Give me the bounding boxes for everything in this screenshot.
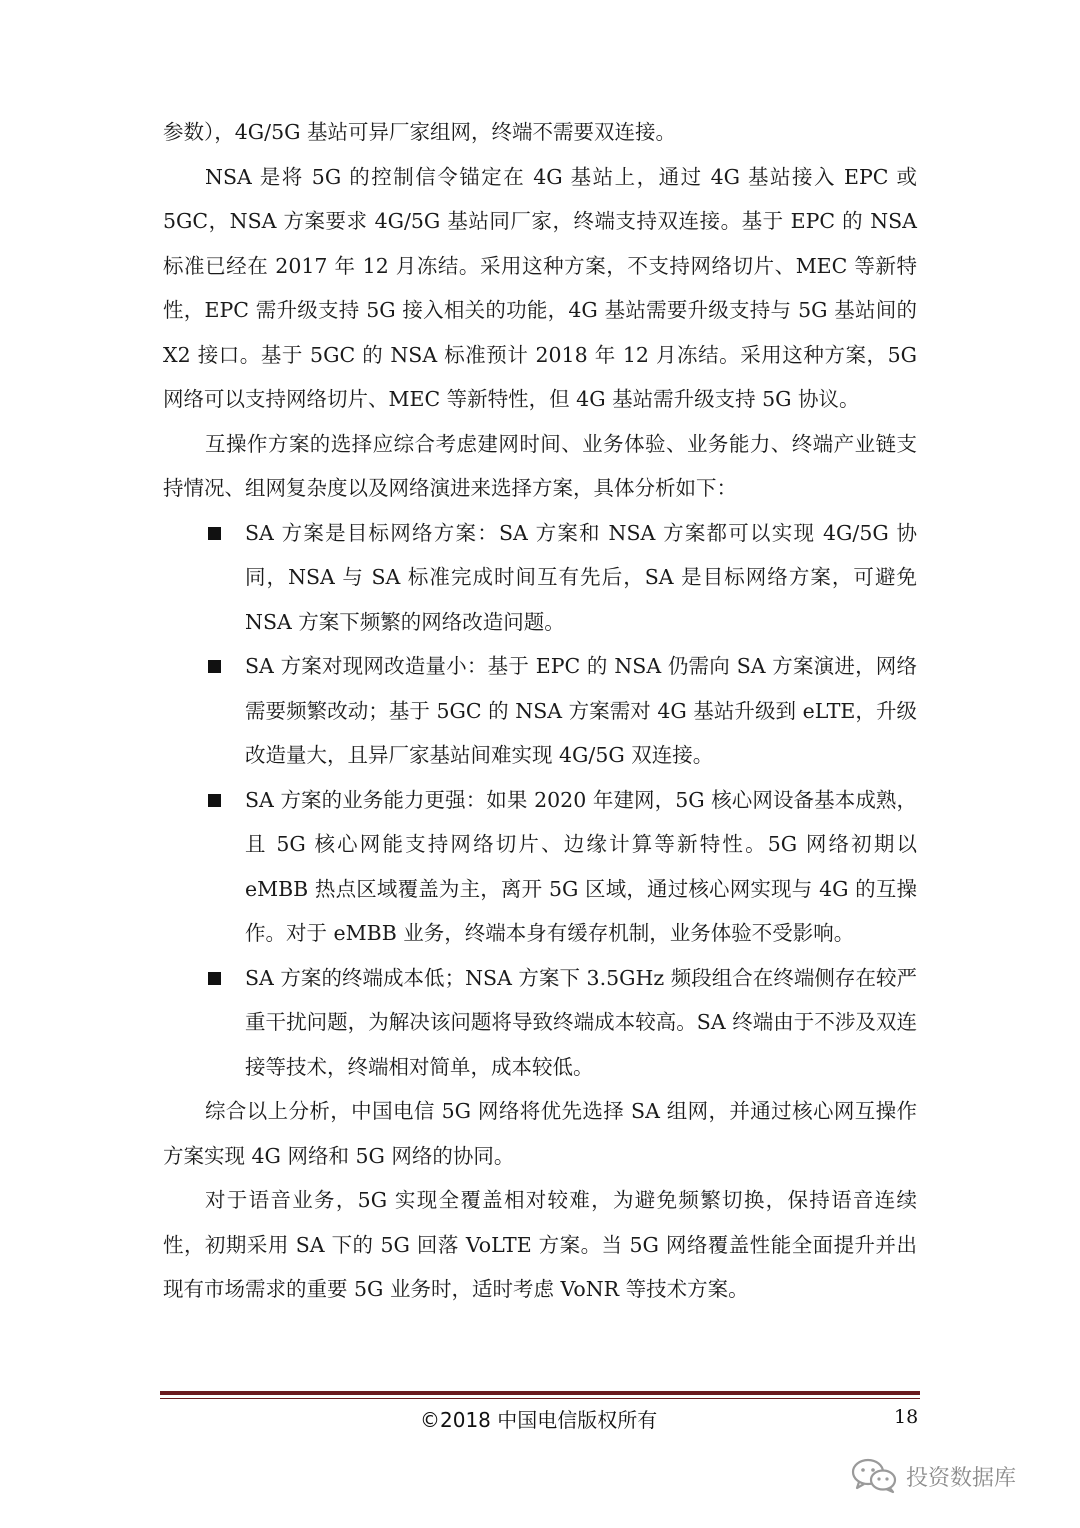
bullet-text: SA 方案是目标网络方案：SA 方案和 NSA 方案都可以实现 4G/5G 协同，NSA 与 SA 标准完成时间互有先后，SA 是目标网络方案，可避免 NSA 方案下频繁的网络改造问题。 <box>245 520 917 634</box>
analysis-bullet-list <box>163 511 917 1090</box>
list-item <box>163 511 917 645</box>
list-item <box>163 778 917 956</box>
wechat-icon <box>850 1458 898 1494</box>
paragraph-nsa: NSA 是将 5G 的控制信令锚定在 4G 基站上，通过 4G 基站接入 EPC 或 5GC，NSA 方案要求 4G/5G 基站同厂家，终端支持双连接。基于 EPC 的 NSA 标准已经在 2017 年 12 月冻结。采用这种方案，不支持网络切片、MEC 等新特性，EPC 需升级支持 5G 接入相关的功能，4G 基站需要升级支持与 5G 基站间的 X2 接口。基于 5GC 的 NSA 标准预计 2018 年 12 月冻结。采用这种方案，5G 网络可以支持网络切片、MEC 等新特性，但 4G 基站需升级支持 5G 协议。 <box>163 164 917 411</box>
watermark <box>850 1458 1016 1494</box>
bullet-text: SA 方案的终端成本低；NSA 方案下 3.5GHz 频段组合在终端侧存在较严重干扰问题，为解决该问题将导致终端成本较高。SA 终端由于不涉及双连接等技术，终端相对简单，成本较低。 <box>245 965 917 1079</box>
paragraph-voice: 对于语音业务，5G 实现全覆盖相对较难，为避免频繁切换，保持语音连续性，初期采用 SA 下的 5G 回落 VoLTE 方案。当 5G 网络覆盖性能全面提升并出现有市场需求的重要 5G 业务时，适时考虑 VoNR 等技术方案。 <box>163 1188 917 1301</box>
paragraph-interop-selection: 互操作方案的选择应综合考虑建网时间、业务体验、业务能力、终端产业链支持情况、组网复杂度以及网络演进来选择方案，具体分析如下： <box>163 431 917 500</box>
list-item <box>163 644 917 778</box>
bullet-text: SA 方案的业务能力更强：如果 2020 年建网，5G 核心网设备基本成熟，且 5G 核心网能支持网络切片、边缘计算等新特性。5G 网络初期以 eMBB 热点区域覆盖为主，离开 5G 区域，通过核心网实现与 4G 的互操作。对于 eMBB 业务，终端本身有缓存机制，业务体验不受影响。 <box>245 787 917 945</box>
watermark-text: 投资数据库 <box>906 1465 1017 1491</box>
footer-divider-thin <box>160 1398 920 1399</box>
document-body <box>163 110 917 1312</box>
page-number: 18 <box>894 1406 919 1428</box>
paragraph-continuation: 参数），4G/5G 基站可异厂家组网，终端不需要双连接。 <box>163 120 677 144</box>
bullet-text: SA 方案对现网改造量小：基于 EPC 的 NSA 仍需向 SA 方案演进，网络需要频繁改动；基于 5GC 的 NSA 方案需对 4G 基站升级到 eLTE，升级改造量大，且异厂家基站间难实现 4G/5G 双连接。 <box>245 654 917 767</box>
list-item <box>163 956 917 1090</box>
footer-divider <box>160 1391 920 1395</box>
copyright-notice: ©2018 中国电信版权所有 <box>420 1408 658 1432</box>
square-bullet-icon <box>208 972 221 985</box>
paragraph-conclusion: 综合以上分析，中国电信 5G 网络将优先选择 SA 组网，并通过核心网互操作方案实现 4G 网络和 5G 网络的协同。 <box>163 1099 917 1168</box>
square-bullet-icon <box>208 794 221 807</box>
square-bullet-icon <box>208 527 221 540</box>
square-bullet-icon <box>208 660 221 673</box>
